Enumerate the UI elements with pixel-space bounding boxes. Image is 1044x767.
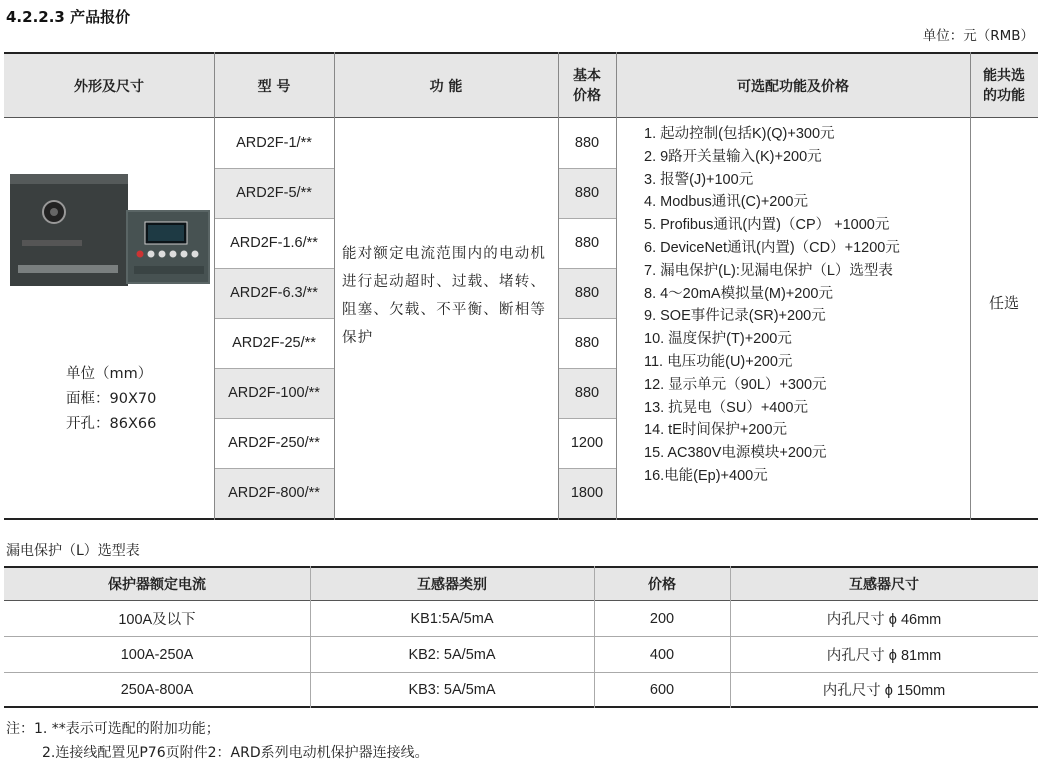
- note-line-1: 注：1. **表示可选配的附加功能；: [6, 721, 220, 737]
- dimensions-unit: 单位（mm）: [66, 366, 153, 382]
- currency-unit-note: 单位：元（RMB）: [922, 28, 1034, 44]
- table-cell: 400: [649, 646, 675, 663]
- leakage-header-cell: 价格: [648, 577, 676, 593]
- table-cell: 内孔尺寸 ϕ 81mm: [826, 648, 942, 664]
- option-item: 9. SOE事件记录(SR)+200元: [644, 308, 826, 325]
- option-item: 3. 报警(J)+100元: [644, 171, 754, 188]
- header-shared: [970, 54, 1038, 117]
- table-cell: KB2: 5A/5mA: [408, 646, 496, 663]
- model-cell: ARD2F-5/**: [236, 185, 312, 201]
- model-cell: ARD2F-800/**: [228, 485, 320, 501]
- leakage-header-cell: 互感器尺寸: [849, 577, 919, 593]
- table-cell: 250A-800A: [120, 681, 194, 698]
- table-cell: 内孔尺寸 ϕ 150mm: [822, 683, 946, 699]
- model-cell: ARD2F-1/**: [236, 135, 312, 151]
- option-item: 10. 温度保护(T)+200元: [644, 331, 792, 348]
- option-item: 13. 抗晃电（SU）+400元: [644, 399, 808, 416]
- panel-size: 面框：90X70: [66, 391, 157, 407]
- price-cell: 1200: [570, 435, 604, 451]
- header-shared-line2: 的功能: [983, 87, 1025, 104]
- header-bottom-rule: [4, 117, 1038, 118]
- column-divider: [616, 52, 617, 520]
- device-photo: [10, 170, 210, 290]
- header-base-price-line1: 基本: [573, 67, 601, 84]
- option-item: 15. AC380V电源模块+200元: [644, 445, 827, 462]
- table-cell: 100A-250A: [120, 646, 194, 663]
- option-item: 6. DeviceNet通讯(内置)（CD）+1200元: [644, 239, 900, 256]
- column-divider: [334, 52, 335, 520]
- option-item: 12. 显示单元（90L）+300元: [644, 376, 827, 393]
- price-cell: 880: [574, 135, 600, 151]
- model-cell: ARD2F-250/**: [228, 435, 320, 451]
- option-item: 2. 9路开关量输入(K)+200元: [644, 148, 822, 165]
- price-cell: 1800: [570, 485, 604, 501]
- notes: [6, 717, 429, 765]
- model-cell: ARD2F-1.6/**: [230, 235, 318, 251]
- note-line-2: 2.连接线配置见P76页附件2：ARD系列电动机保护器连接线。: [42, 745, 429, 761]
- leakage-bottom-rule: [4, 706, 1038, 708]
- model-cell: ARD2F-6.3/**: [230, 285, 318, 301]
- price-table: [4, 52, 1038, 520]
- leakage-table-caption: 漏电保护（L）选型表: [6, 543, 140, 559]
- price-cell: 880: [574, 285, 600, 301]
- table-row: [4, 673, 1038, 706]
- price-cell: 880: [574, 385, 600, 401]
- table-row: [4, 601, 1038, 636]
- header-function: 功 能: [429, 78, 463, 95]
- table-bottom-rule: [4, 518, 1038, 520]
- option-item: 4. Modbus通讯(C)+200元: [644, 194, 808, 211]
- table-cell: KB3: 5A/5mA: [408, 681, 496, 698]
- shared-selection: 任选: [988, 294, 1019, 312]
- header-shared-line1: 能共选: [983, 67, 1025, 84]
- option-item: 11. 电压功能(U)+200元: [644, 353, 793, 370]
- leakage-header-row: [4, 568, 1038, 600]
- option-item: 14. tE时间保护+200元: [644, 422, 788, 439]
- option-item: 8. 4～20mA模拟量(M)+200元: [644, 285, 833, 302]
- model-cell: ARD2F-100/**: [228, 385, 320, 401]
- leakage-table: [4, 566, 1038, 708]
- header-base-price: [558, 54, 616, 117]
- header-base-price-line2: 价格: [573, 87, 601, 104]
- option-item: 1. 起动控制(包括K)(Q)+300元: [644, 126, 835, 142]
- function-description: 能对额定电流范围内的电动机进行起动超时、过载、堵转、阻塞、欠载、不平衡、断相等保护: [342, 246, 547, 346]
- price-cell: 880: [574, 185, 600, 201]
- section-title: 4.2.2.3 产品报价: [6, 8, 131, 26]
- model-cell: ARD2F-25/**: [232, 335, 316, 351]
- table-row: [4, 637, 1038, 672]
- table-cell: 200: [649, 610, 675, 627]
- options-list: [644, 123, 974, 488]
- header-shape: 外形及尺寸: [74, 78, 144, 95]
- leakage-header-cell: 保护器额定电流: [108, 577, 206, 593]
- leakage-header-cell: 互感器类别: [417, 577, 487, 593]
- header-options: 可选配功能及价格: [737, 78, 849, 95]
- header-model: 型 号: [257, 78, 291, 95]
- cutout-size: 开孔：86X66: [66, 416, 157, 432]
- dimensions-block: [66, 362, 156, 437]
- price-cell: 880: [574, 235, 600, 251]
- option-item: 7. 漏电保护(L):见漏电保护（L）选型表: [644, 262, 893, 279]
- option-item: 16.电能(Ep)+400元: [644, 467, 768, 484]
- table-cell: 内孔尺寸 ϕ 46mm: [826, 612, 942, 628]
- table-cell: 600: [649, 681, 675, 698]
- table-cell: 100A及以下: [118, 612, 196, 628]
- table-cell: KB1:5A/5mA: [410, 610, 494, 627]
- option-item: 5. Profibus通讯(内置)（CP） +1000元: [644, 217, 890, 234]
- price-cell: 880: [574, 335, 600, 351]
